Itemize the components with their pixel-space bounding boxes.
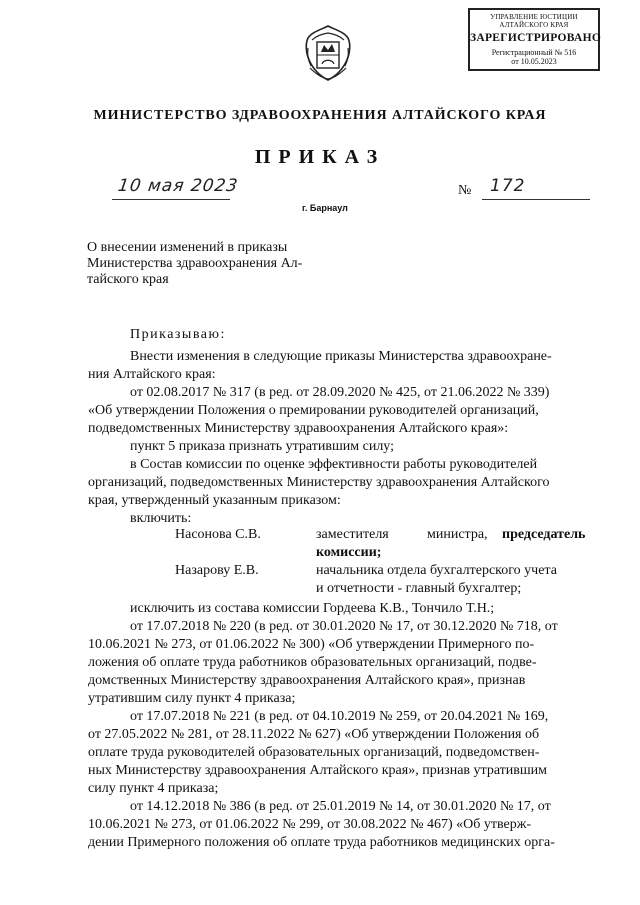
- body-line: от 17.07.2018 № 221 (в ред. от 04.10.2019 № 259, от 20.04.2021 № 169,: [130, 709, 549, 724]
- subject-line: тайского края: [87, 272, 169, 287]
- body-line: Внести изменения в следующие приказы Министерства здравоохране-: [130, 349, 552, 364]
- handwritten-number: 172: [490, 176, 526, 196]
- subject-line: О внесении изменений в приказы: [87, 240, 288, 255]
- body-line: ных Министерству здравоохранения Алтайского края», признав утратившим: [88, 763, 548, 778]
- body-line: от 17.07.2018 № 220 (в ред. от 30.01.2020 № 17, от 30.12.2020 № 718, от: [130, 619, 558, 634]
- order-subject: [87, 240, 335, 288]
- body-line: от 14.12.2018 № 386 (в ред. от 25.01.2019 № 14, от 30.01.2020 № 17, от: [130, 799, 551, 814]
- body-line: оплате труда руководителей образовательных организаций, подведомствен-: [88, 745, 540, 760]
- body-line: пункт 5 приказа признать утратившим силу;: [130, 439, 395, 454]
- body-line: 10.06.2021 № 273, от 01.06.2022 № 299, от 30.08.2022 № 467) «Об утверж-: [88, 817, 532, 832]
- stamp-status: ЗАРЕГИСТРИРОВАНО: [470, 32, 602, 44]
- city-label: г. Барнаул: [302, 203, 348, 213]
- number-underline: [482, 199, 590, 200]
- body-line: «Об утверждении Положения о премировании руководителей организаций,: [88, 403, 539, 418]
- body-line: 10.06.2021 № 273, от 01.06.2022 № 300) «Об утверждении Примерного по-: [88, 637, 535, 652]
- order-preamble: Приказываю:: [130, 327, 226, 342]
- body-line: домственных Министерству здравоохранения Алтайского края», признав: [88, 673, 526, 688]
- body-line: края, утвержденный указанным приказом:: [88, 493, 341, 508]
- body-line: ложения об оплате труда работников образовательных организаций, подве-: [88, 655, 537, 670]
- body-line: дении Примерного положения об оплате труда работников медицинских орга-: [88, 835, 555, 850]
- body-line: утратившим силу пункт 4 приказа;: [88, 691, 296, 706]
- stamp-authority: УПРАВЛЕНИЕ ЮСТИЦИИ АЛТАЙСКОГО КРАЯ: [490, 13, 578, 29]
- subject-line: Министерства здравоохранения Ал-: [87, 256, 303, 271]
- stamp-reg-number: Регистрационный № 516: [491, 48, 577, 57]
- document-type: ПРИКАЗ: [254, 146, 386, 168]
- body-line: от 27.05.2022 № 281, от 28.11.2022 № 627) «Об утверждении Положения об: [88, 727, 540, 742]
- ministry-title: МИНИСТЕРСТВО ЗДРАВООХРАНЕНИЯ АЛТАЙСКОГО КРАЯ: [93, 108, 547, 123]
- member-name: Назарову Е.В.: [175, 563, 259, 578]
- member-role-chair: председатель: [502, 527, 586, 542]
- member-role-chair: комиссии;: [316, 545, 382, 560]
- number-sign: №: [458, 183, 472, 198]
- member-name: Насонова С.В.: [175, 527, 261, 542]
- body-line: организаций, подведомственных Министерству здравоохранения Алтайского: [88, 475, 550, 490]
- body-line: включить:: [130, 511, 192, 526]
- body-line: силу пункт 4 приказа;: [88, 781, 219, 796]
- date-underline: [112, 199, 230, 200]
- body-line: ния Алтайского края:: [88, 367, 216, 382]
- member-role: и отчетности - главный бухгалтер;: [316, 581, 522, 596]
- body-line: исключить из состава комиссии Гордеева К.В., Тончило Т.Н.;: [130, 601, 495, 616]
- body-line: подведомственных Министерству здравоохранения Алтайского края»:: [88, 421, 509, 436]
- coat-of-arms-icon: [302, 24, 354, 82]
- body-line: в Состав комиссии по оценке эффективности работы руководителей: [130, 457, 538, 472]
- stamp-reg-date: от 10.05.2023: [511, 57, 557, 66]
- member-role-part: министра,: [427, 527, 488, 542]
- member-role-part: заместителя: [316, 527, 389, 542]
- handwritten-date: 10 мая 2023: [116, 176, 240, 196]
- registration-stamp: [468, 8, 600, 71]
- member-role: начальника отдела бухгалтерского учета: [316, 563, 557, 578]
- body-line: от 02.08.2017 № 317 (в ред. от 28.09.2020 № 425, от 21.06.2022 № 339): [130, 385, 550, 400]
